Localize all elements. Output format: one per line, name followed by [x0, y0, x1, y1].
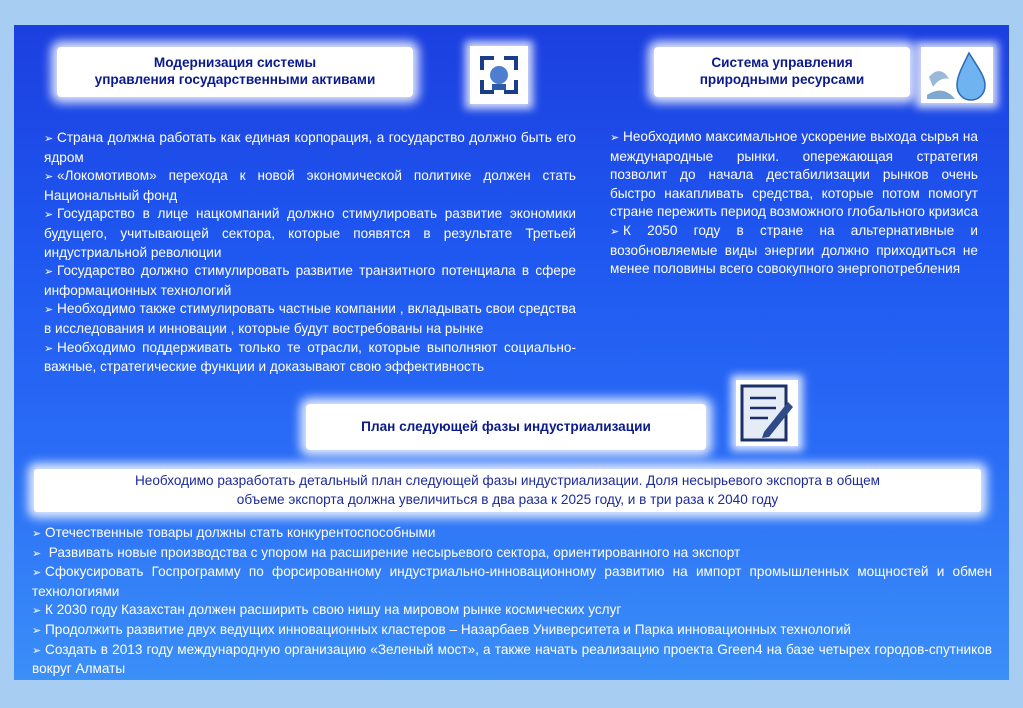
title-state-assets-line1: Модернизация системы	[153, 55, 317, 70]
industrialization-plan-note	[34, 469, 981, 512]
right-bullet-1: ➢ Необходимо максимальное ускорение выхода сырья на международные рынки. опережающая стратегия позволит до начала дестабилизации рынков очень быстро накапливать средства, которые потом помогут стране пережить период возможного глобального кризиса	[610, 128, 978, 222]
network-icon	[470, 46, 528, 104]
left-bullet-2: ➢ «Локомотивом» перехода к новой экономической политике должен стать Национальный фонд	[44, 167, 576, 205]
plan-note-line2: объеме экспорта должна увеличиться в два раза к 2025 году, и в три раза к 2040 году	[236, 492, 779, 507]
left-bullet-list	[44, 129, 576, 377]
bottom-bullet-3: ➢ Сфокусировать Госпрограмму по форсированному индустриально-инновационному развитию на импорт промышленных мощностей и обмен технологиями	[32, 563, 992, 601]
left-bullet-3: ➢ Государство в лице нацкомпаний должно стимулировать развитие экономики будущего, учитывающей сектора, которые появятся в результате Третьей индустриальной революции	[44, 205, 576, 262]
left-bullet-4: ➢ Государство должно стимулировать развитие транзитного потенциала в сфере информационных технологий	[44, 262, 576, 300]
left-bullet-6: ➢ Необходимо поддерживать только те отрасли, которые выполняют социально-важные, стратегические функции и доказывают свою эффективность	[44, 339, 576, 377]
bottom-bullet-5: ➢ Продолжить развитие двух ведущих инновационных кластеров – Назарбаев Университета и Парка инновационных технологий	[32, 621, 992, 641]
bottom-bullet-4: ➢ К 2030 году Казахстан должен расширить свою нишу на мировом рынке космических услуг	[32, 601, 992, 621]
nature-drop-icon	[921, 47, 993, 103]
title-natural-resources	[654, 47, 910, 97]
bottom-bullet-2: ➢ Развивать новые производства с упором на расширение несырьевого сектора, ориентированного на экспорт	[32, 544, 992, 564]
document-edit-icon	[736, 380, 798, 446]
title-state-assets-line2: управления государственными активами	[94, 72, 376, 87]
title-industrialization-plan	[306, 404, 706, 450]
right-bullet-2: ➢ К 2050 году в стране на альтернативные и возобновляемые виды энергии должно приходиться не менее половины всего совокупного энергопотребления	[610, 222, 978, 279]
title-natural-resources-line2: природными ресурсами	[699, 72, 865, 87]
left-bullet-1: ➢ Страна должна работать как единая корпорация, а государство должно быть его ядром	[44, 129, 576, 167]
plan-note-line1: Необходимо разработать детальный план следующей фазы индустриализации. Доля несырьевого экспорта в общем	[134, 473, 880, 488]
title-state-assets	[57, 47, 413, 97]
bottom-bullet-1: ➢ Отечественные товары должны стать конкурентоспособными	[32, 524, 992, 544]
title-industrialization-plan-text: План следующей фазы индустриализации	[361, 419, 651, 434]
right-bullet-list	[610, 128, 978, 279]
bottom-bullet-list	[32, 524, 992, 679]
title-natural-resources-line1: Система управления	[711, 55, 853, 70]
bottom-bullet-6: ➢ Создать в 2013 году международную организацию «Зеленый мост», а также начать реализацию проекта Green4 на базе четырех городов-спутников вокруг Алматы	[32, 641, 992, 679]
left-bullet-5: ➢ Необходимо также стимулировать частные компании , вкладывать свои средства в исследования и инновации , которые будут востребованы на рынке	[44, 300, 576, 338]
